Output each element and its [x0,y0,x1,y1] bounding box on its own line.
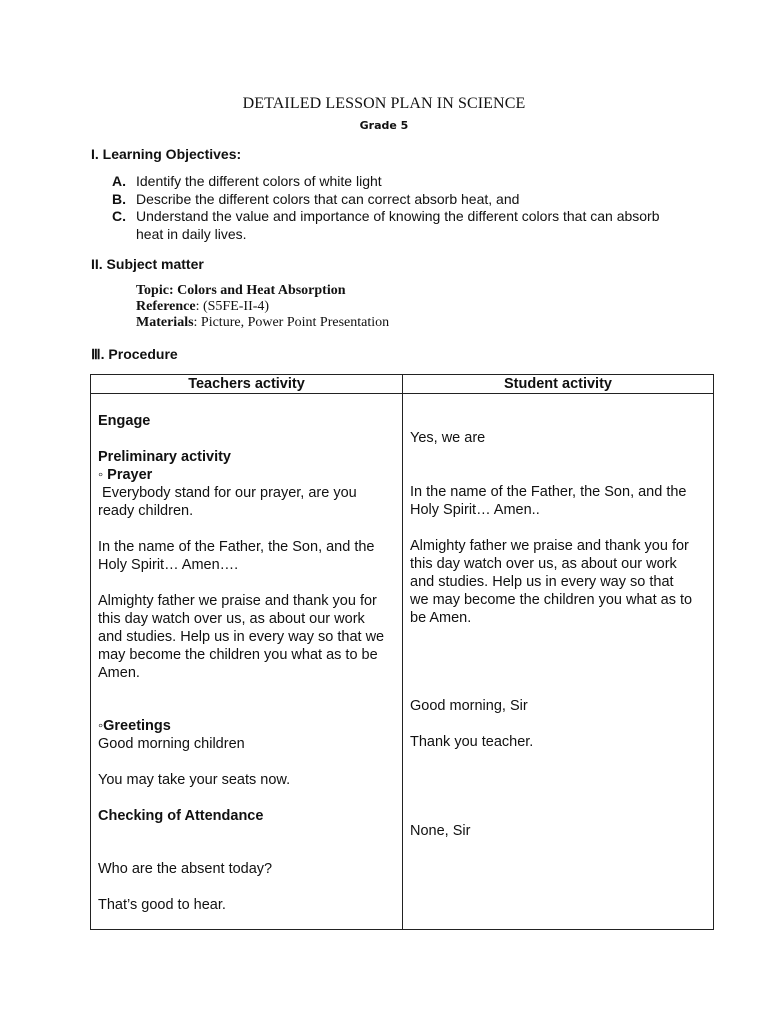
teacher-activity-cell [91,394,403,930]
preliminary-heading: Preliminary activity [98,449,231,465]
learning-objectives-heading: I. Learning Objectives: [91,146,242,162]
attendance-heading: Checking of Attendance [98,808,264,824]
student-yes-line: Yes, we are [410,430,486,446]
reference-line [136,299,389,315]
teacher-greeting-line: Good morning children [98,736,245,752]
reference-value: : (S5FE-II-4) [195,299,270,314]
teacher-closing-line: That’s good to hear. [98,897,226,913]
teacher-column-header: Teachers activity [91,375,403,394]
objective-letter: C. [112,208,126,224]
teacher-almighty-line: Amen. [98,665,140,681]
teacher-amen-line: In the name of the Father, the Son, and the [98,539,375,555]
student-amen-line: Holy Spirit… Amen.. [410,502,540,518]
student-almighty-line: and studies. Help us in every way so that [410,574,674,590]
engage-heading: Engage [98,413,151,429]
student-thanks-line: Thank you teacher. [410,734,534,750]
student-almighty-line: this day watch over us, as about our work [410,556,677,572]
objective-letter: A. [112,173,126,189]
topic-line: Topic: Colors and Heat Absorption [136,283,346,298]
subject-matter-block [136,283,389,331]
subject-matter-heading: II. Subject matter [91,256,204,272]
prayer-heading: ◦ Prayer [98,467,153,483]
teacher-almighty-line: this day watch over us, as about our work [98,611,365,627]
teacher-seats-line: You may take your seats now. [98,772,291,788]
objective-letter: B. [112,190,126,207]
materials-line [136,315,389,331]
table-row [91,394,714,930]
student-almighty-line: be Amen. [410,610,472,626]
document-title: DETAILED LESSON PLAN IN SCIENCE [242,95,526,112]
objective-text: Identify the different colors of white light [136,173,382,189]
procedure-heading: Ⅲ. Procedure [91,346,178,362]
list-item [112,191,672,209]
objective-text: Describe the different colors that can correct absorb heat, and [136,190,520,207]
materials-label: Materials [136,315,194,330]
teacher-amen-line: Holy Spirit… Amen…. [98,557,239,573]
list-item [112,208,672,243]
student-column-header: Student activity [403,375,714,394]
student-morning-line: Good morning, Sir [410,698,528,714]
student-amen-line: In the name of the Father, the Son, and the [410,484,687,500]
objectives-list [112,173,672,243]
teacher-almighty-line: Almighty father we praise and thank you for [98,593,377,609]
student-almighty-line: Almighty father we praise and thank you for [410,538,689,554]
objective-text: Understand the value and importance of knowing the different colors that can absorb heat in daily lives. [136,208,660,242]
student-none-line: None, Sir [410,823,471,839]
table-header-row [91,375,714,394]
materials-value: : Picture, Power Point Presentation [193,315,390,330]
teacher-almighty-line: and studies. Help us in every way so that we [98,629,385,645]
teacher-almighty-line: may become the children you what as to be [98,647,378,663]
teacher-absent-line: Who are the absent today? [98,861,273,877]
procedure-table [90,374,714,930]
list-item [112,173,672,191]
student-almighty-line: we may become the children you what as to [410,592,693,608]
reference-label: Reference [136,299,196,314]
greetings-heading: ◦Greetings [98,718,171,734]
teacher-prayer-line: ready children. [98,503,194,519]
teacher-prayer-line: Everybody stand for our prayer, are you [98,485,357,501]
grade-label: Grade 5 [359,119,409,132]
student-activity-cell [403,394,714,930]
